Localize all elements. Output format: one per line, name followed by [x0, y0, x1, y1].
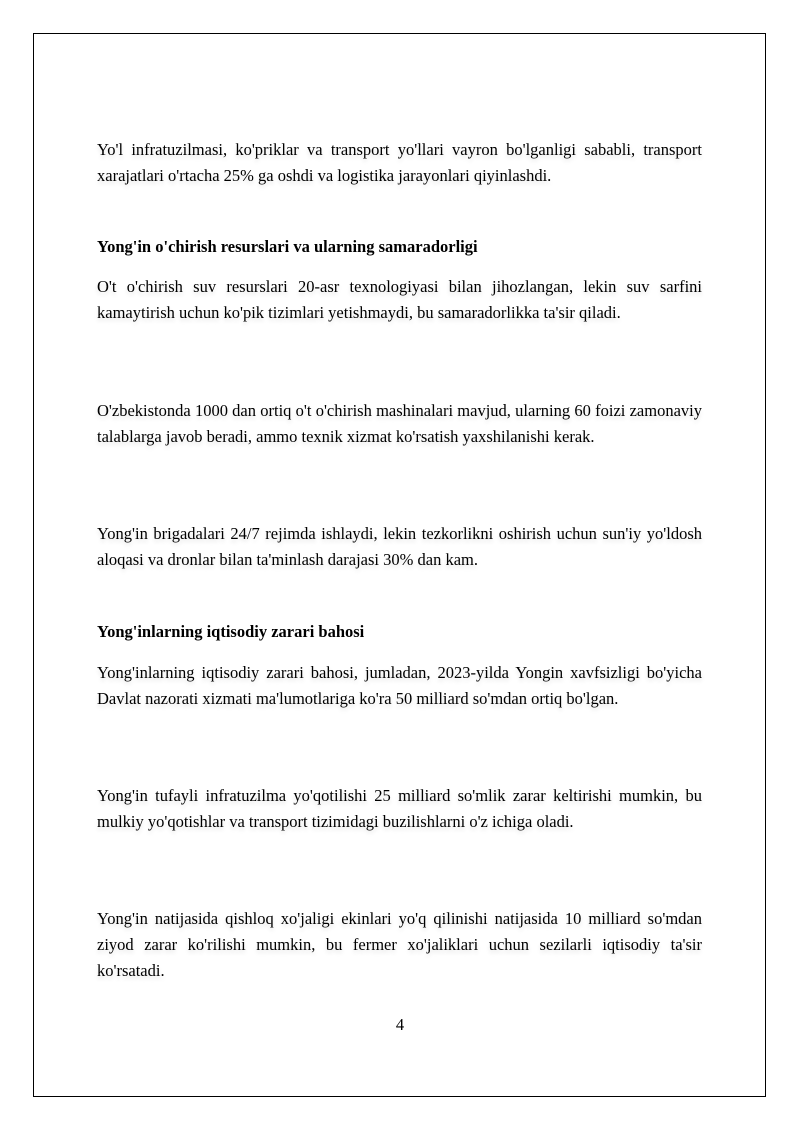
heading-economic-damage: Yong'inlarning iqtisodiy zarari bahosi — [97, 622, 365, 641]
paragraph-transport-costs: Yo'l infratuzilmasi, ko'priklar va transport yo'llari vayron bo'lganligi sababli, transport xarajatlari o'rtacha 25% ga oshdi va logistika jarayonlari qiyinlashdi. — [97, 140, 702, 185]
paragraph-fire-trucks: O'zbekistonda 1000 dan ortiq o't o'chirish mashinalari mavjud, ularning 60 foizi zamonaviy talablarga javob beradi, ammo texnik xizmat ko'rsatish yaxshilanishi kerak. — [97, 401, 702, 446]
paragraph-fire-brigades: Yong'in brigadalari 24/7 rejimda ishlaydi, lekin tezkorlikni oshirish uchun sun'iy yo'ldosh aloqasi va dronlar bilan ta'minlash darajasi 30% dan kam. — [97, 524, 702, 569]
page-number: 4 — [395, 1015, 405, 1034]
heading-firefighting-resources: Yong'in o'chirish resurslari va ularning samaradorligi — [97, 237, 478, 256]
paragraph-water-resources: O't o'chirish suv resurslari 20-asr texnologiyasi bilan jihozlangan, lekin suv sarfini kamaytirish uchun ko'pik tizimlari yetishmaydi, bu samaradorlikka ta'sir qiladi. — [97, 277, 702, 322]
paragraph-infrastructure-loss: Yong'in tufayli infratuzilma yo'qotilishi 25 milliard so'mlik zarar keltirishi mumkin, bu mulkiy yo'qotishlar va transport tizimidagi buzilishlarni o'z ichiga oladi. — [97, 786, 702, 831]
paragraph-economic-damage-2023: Yong'inlarning iqtisodiy zarari bahosi, jumladan, 2023-yilda Yongin xavfsizligi bo'yicha Davlat nazorati xizmati ma'lumotlariga ko'ra 50 milliard so'mdan ortiq bo'lgan. — [97, 663, 702, 708]
paragraph-agriculture-loss: Yong'in natijasida qishloq xo'jaligi ekinlari yo'q qilinishi natijasida 10 milliard so'mdan ziyod zarar ko'rilishi mumkin, bu fermer xo'jaliklari uchun sezilarli iqtisodiy ta'sir ko'rsatadi. — [97, 909, 702, 980]
